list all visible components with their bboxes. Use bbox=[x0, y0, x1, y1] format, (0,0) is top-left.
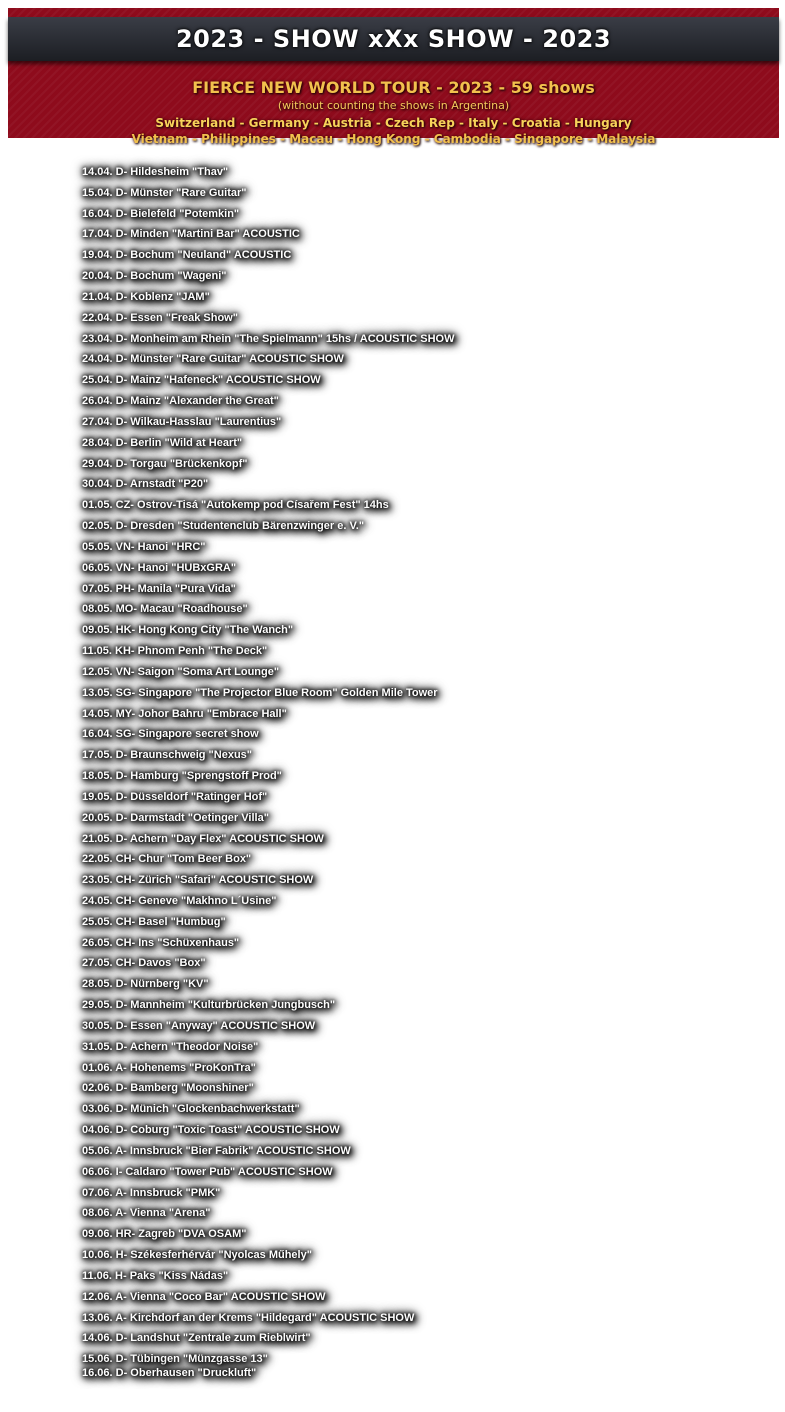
list-item: 19.04. D- Bochum "Neuland" ACOUSTIC bbox=[82, 249, 292, 262]
list-item: 26.04. D- Mainz "Alexander the Great" bbox=[82, 395, 279, 408]
list-item: 04.06. D- Coburg "Toxic Toast" ACOUSTIC SHOW bbox=[82, 1124, 340, 1137]
list-item: 02.06. D- Bamberg "Moonshiner" bbox=[82, 1082, 254, 1095]
list-item: 25.04. D- Mainz "Hafeneck" ACOUSTIC SHOW bbox=[82, 374, 321, 387]
list-item: 13.05. SG- Singapore "The Projector Blue Room" Golden Mile Tower bbox=[82, 686, 438, 699]
list-item: 20.05. D- Darmstadt "Oetinger Villa" bbox=[82, 811, 269, 824]
list-item: 22.04. D- Essen "Freak Show" bbox=[82, 311, 238, 324]
list-item: 29.04. D- Torgau "Brückenkopf" bbox=[82, 457, 248, 470]
list-item: 10.06. H- Székesferhérvár "Nyolcas Műhely" bbox=[82, 1249, 312, 1262]
list-item: 27.05. CH- Davos "Box" bbox=[82, 957, 206, 970]
list-item: 23.04. D- Monheim am Rhein "The Spielmann" 15hs / ACOUSTIC SHOW bbox=[82, 332, 455, 345]
list-item: 25.05. CH- Basel "Humbug" bbox=[82, 915, 226, 928]
list-item: 18.05. D- Hamburg "Sprengstoff Prod" bbox=[82, 770, 282, 783]
list-item: 15.04. D- Münster "Rare Guitar" bbox=[82, 186, 247, 199]
list-item: 24.04. D- Münster "Rare Guitar" ACOUSTIC SHOW bbox=[82, 353, 344, 366]
list-item: 16.04. SG- Singapore secret show bbox=[82, 728, 259, 741]
list-item: 16.04. D- Bielefeld "Potemkin" bbox=[82, 207, 240, 220]
list-item: 14.04. D- Hildesheim "Thav" bbox=[82, 166, 229, 178]
list-item: 01.05. CZ- Ostrov-Tisá "Autokemp pod Císařem Fest" 14hs bbox=[82, 499, 389, 512]
list-item: 30.05. D- Essen "Anyway" ACOUSTIC SHOW bbox=[82, 1019, 316, 1032]
page-title: 2023 - SHOW xXx SHOW - 2023 bbox=[175, 25, 612, 53]
list-item: 28.05. D- Nürnberg "KV" bbox=[82, 978, 209, 991]
list-item: 12.06. A- Vienna "Coco Bar" ACOUSTIC SHOW bbox=[82, 1290, 326, 1303]
title-bar bbox=[8, 17, 779, 61]
list-item: 11.06. H- Paks "Kiss Nádas" bbox=[82, 1269, 229, 1282]
list-item: 08.05. MO- Macau "Roadhouse" bbox=[82, 603, 248, 616]
list-item: 17.04. D- Minden "Martini Bar" ACOUSTIC bbox=[82, 228, 300, 241]
tour-countries-line-1: Switzerland - Germany - Austria - Czech Rep - Italy - Croatia - Hungary bbox=[155, 116, 632, 130]
list-item: 06.06. I- Caldaro "Tower Pub" ACOUSTIC SHOW bbox=[82, 1165, 333, 1178]
list-item: 11.05. KH- Phnom Penh "The Deck" bbox=[82, 645, 268, 658]
list-item: 15.06. D- Tübingen "Münzgasse 13" bbox=[82, 1353, 268, 1366]
list-item: 05.06. A- Innsbruck "Bier Fabrik" ACOUSTIC SHOW bbox=[82, 1144, 351, 1157]
list-item: 21.05. D- Achern "Day Flex" ACOUSTIC SHOW bbox=[82, 832, 324, 845]
tour-title: FIERCE NEW WORLD TOUR - 2023 - 59 shows bbox=[192, 78, 595, 97]
tour-note: (without counting the shows in Argentina) bbox=[277, 99, 510, 112]
list-item: 26.05. CH- Ins "Schüxenhaus" bbox=[82, 936, 240, 949]
list-item: 09.05. HK- Hong Kong City "The Wanch" bbox=[82, 624, 294, 637]
list-item: 12.05. VN- Saigon "Soma Art Lounge" bbox=[82, 665, 280, 678]
list-item: 08.06. A- Vienna "Arena" bbox=[82, 1207, 211, 1220]
list-item: 20.04. D- Bochum "Wageni" bbox=[82, 270, 227, 283]
list-item: 22.05. CH- Chur "Tom Beer Box" bbox=[82, 853, 252, 866]
list-item: 02.05. D- Dresden "Studentenclub Bärenzwinger e. V." bbox=[82, 520, 365, 533]
tour-countries-line-2: Vietnam - Philippines - Macau - Hong Kong - Cambodia - Singapore - Malaysia bbox=[131, 132, 656, 146]
list-item: 06.05. VN- Hanoi "HUBxGRA" bbox=[82, 561, 237, 574]
list-item: 03.06. D- Münich "Glockenbachwerkstatt" bbox=[82, 1103, 300, 1116]
list-item: 07.05. PH- Manila "Pura Vida" bbox=[82, 582, 236, 595]
list-item: 14.05. MY- Johor Bahru "Embrace Hall" bbox=[82, 707, 287, 720]
list-item: 13.06. A- Kirchdorf an der Krems "Hildegard" ACOUSTIC SHOW bbox=[82, 1311, 415, 1324]
list-item: 14.06. D- Landshut "Zentrale zum Rieblwirt" bbox=[82, 1332, 311, 1345]
list-item: 24.05. CH- Geneve "Makhno L´Usine" bbox=[82, 894, 277, 907]
list-item: 07.06. A- Innsbruck "PMK" bbox=[82, 1186, 221, 1199]
list-item: 21.04. D- Koblenz "JAM" bbox=[82, 290, 210, 303]
list-item: 16.06. D- Oberhausen "Druckluft" bbox=[82, 1367, 257, 1380]
list-item: 01.06. A- Hohenems "ProKonTra" bbox=[82, 1061, 256, 1074]
list-item: 30.04. D- Arnstadt "P20" bbox=[82, 478, 209, 491]
list-item: 29.05. D- Mannheim "Kulturbrücken Jungbusch" bbox=[82, 999, 336, 1012]
list-item: 09.06. HR- Zagreb "DVA OSAM" bbox=[82, 1228, 247, 1241]
list-item: 19.05. D- Düsseldorf "Ratinger Hof" bbox=[82, 790, 268, 803]
list-item: 17.05. D- Braunschweig "Nexus" bbox=[82, 749, 252, 762]
list-item: 27.04. D- Wilkau-Hasslau "Laurentius" bbox=[82, 415, 282, 428]
list-item: 05.05. VN- Hanoi "HRC" bbox=[82, 540, 206, 553]
list-item: 31.05. D- Achern "Theodor Noise" bbox=[82, 1040, 259, 1053]
show-list bbox=[82, 165, 454, 1387]
list-item: 23.05. CH- Zürich "Safari" ACOUSTIC SHOW bbox=[82, 874, 314, 887]
list-item: 28.04. D- Berlin "Wild at Heart" bbox=[82, 436, 243, 449]
